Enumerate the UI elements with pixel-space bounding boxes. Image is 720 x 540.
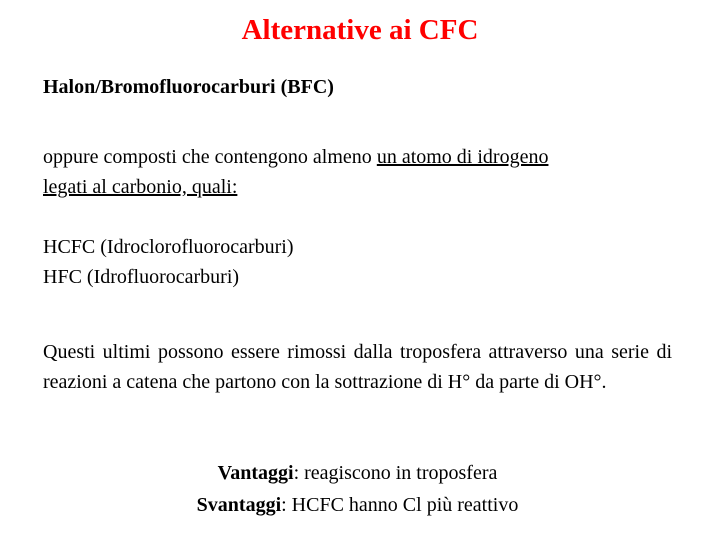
underlined-phrase-1: un atomo di idrogeno — [376, 146, 549, 168]
advantages-line — [43, 458, 672, 488]
paragraph-removal: Questi ultimi possono essere rimossi dalla troposfera attraverso una serie di reazioni a catena che partono con la sottrazione di H° da parte di OH°. — [43, 341, 672, 393]
advantages-label: Vantaggi — [217, 462, 294, 484]
slide-title: Alternative ai CFC — [241, 14, 479, 46]
disadvantages-label: Svantaggi — [196, 494, 282, 516]
disadvantages-text: : HCFC hanno Cl più reattivo — [281, 494, 519, 516]
paragraph-hydrogen-compounds — [43, 142, 672, 202]
disadvantages-line — [43, 490, 672, 520]
advantages-text: : reagiscono in troposfera — [293, 462, 498, 484]
paragraph-plain-text: oppure composti che contengono almeno — [43, 146, 377, 168]
compound-list — [43, 232, 672, 292]
subtitle: Halon/Bromofluorocarburi (BFC) — [43, 76, 334, 98]
compound-item-hcfc: HCFC (Idroclorofluorocarburi) — [43, 236, 294, 258]
compound-item-hfc: HFC (Idrofluorocarburi) — [43, 266, 240, 288]
underlined-phrase-2: legati al carbonio, quali: — [43, 176, 238, 198]
